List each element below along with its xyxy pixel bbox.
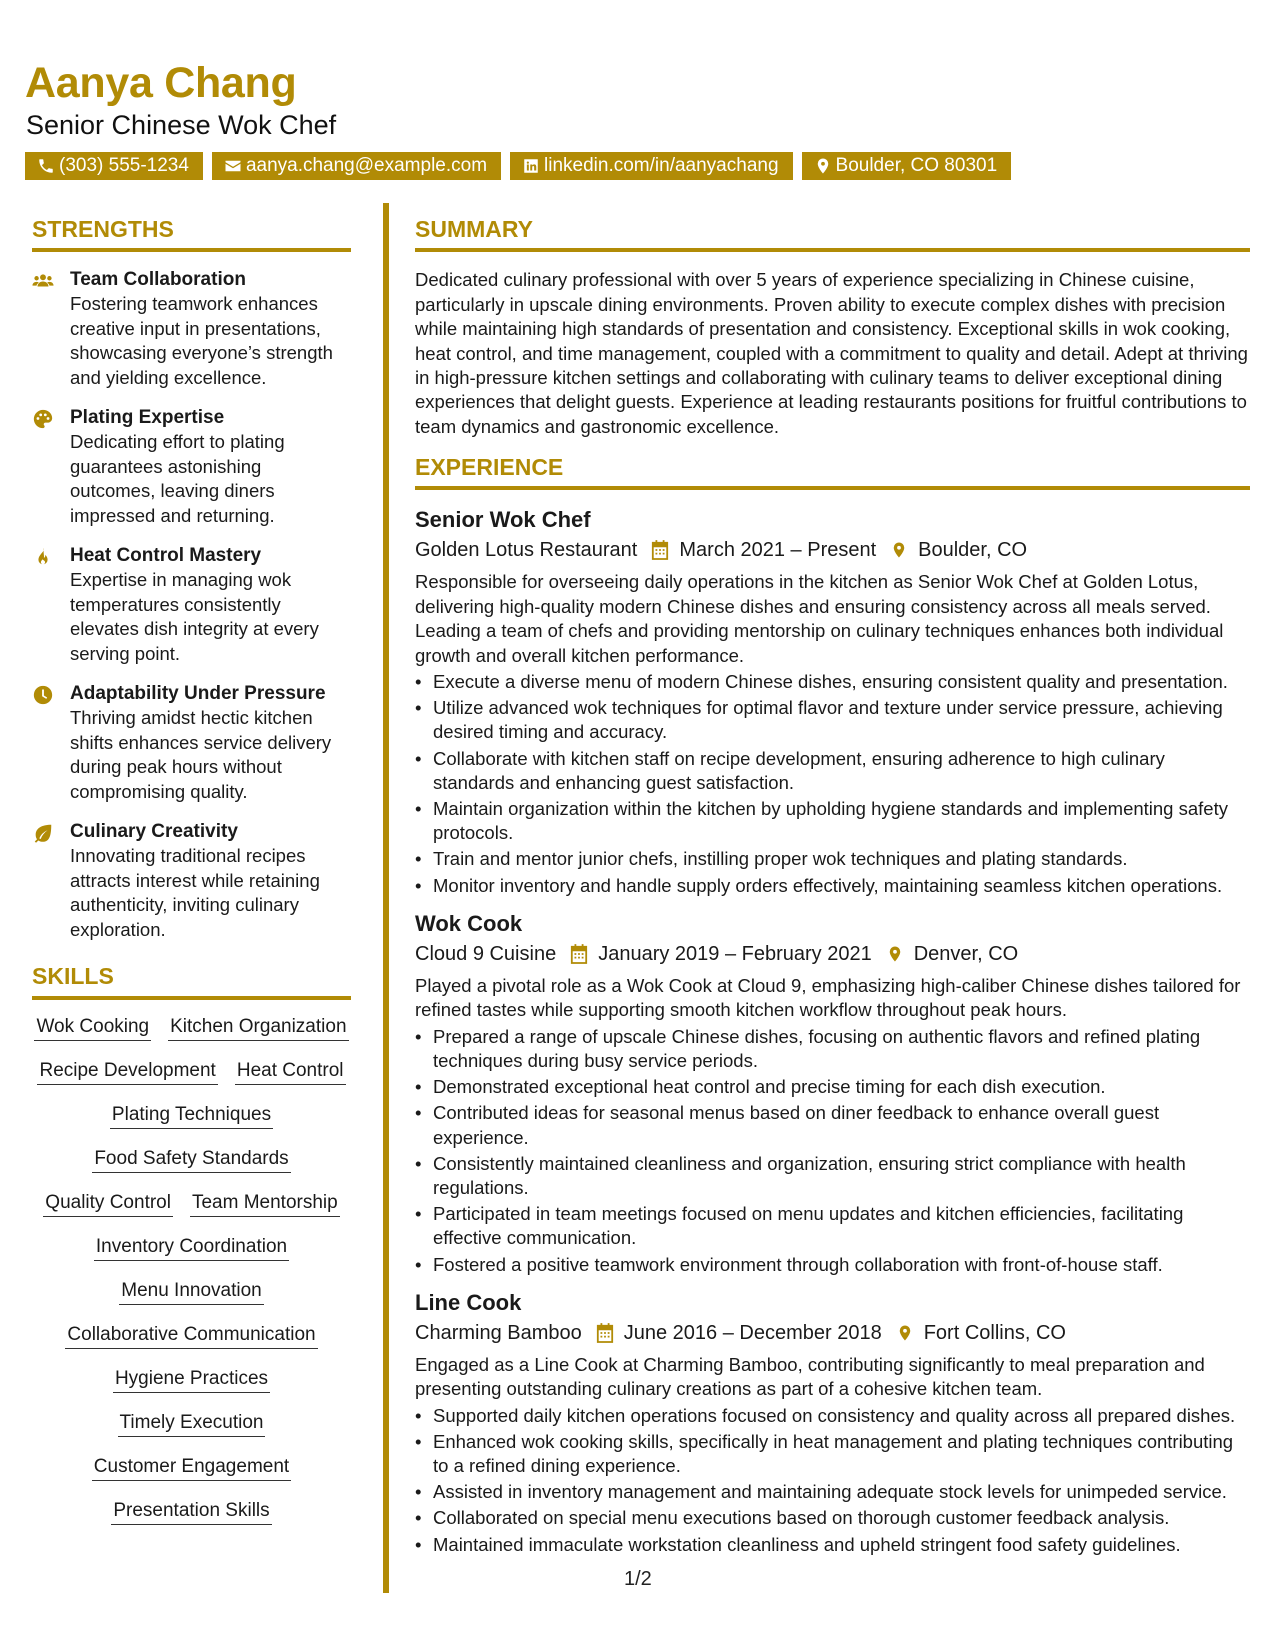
palette-icon xyxy=(32,408,54,430)
phone-text: (303) 555-1234 xyxy=(59,155,189,176)
job-bullet: • Monitor inventory and handle supply orders effectively, maintaining seamless kitchen operations. xyxy=(433,874,1250,898)
strength-item xyxy=(32,682,351,804)
clock-icon xyxy=(32,684,54,706)
strength-desc: Innovating traditional recipes attracts interest while retaining authenticity, inviting culinary exploration. xyxy=(70,845,320,940)
phone-chip[interactable] xyxy=(25,152,203,180)
skills-heading: SKILLS xyxy=(32,964,351,999)
strength-desc: Thriving amidst hectic kitchen shifts enhances service delivery during peak hours without compromising quality. xyxy=(70,707,332,802)
contact-bar xyxy=(25,152,1011,180)
map-pin-icon xyxy=(896,1323,914,1343)
skill-tag: Menu Innovation xyxy=(119,1280,264,1305)
candidate-title: Senior Chinese Wok Chef xyxy=(26,110,337,140)
strength-title: Heat Control Mastery xyxy=(70,545,262,567)
job-bullet: • Collaborate with kitchen staff on recipe development, ensuring adherence to high culinary standards and enhancing guest satisfaction. xyxy=(433,747,1250,795)
skill-tag: Kitchen Organization xyxy=(168,1016,348,1041)
job-bullet: • Maintained immaculate workstation cleanliness and upheld stringent food safety guidelines. xyxy=(433,1533,1250,1557)
job-bullet: • Contributed ideas for seasonal menus based on diner feedback to enhance overall guest experience. xyxy=(433,1101,1250,1149)
job-meta xyxy=(415,940,1250,968)
fire-icon xyxy=(32,546,54,568)
job-bullet: • Consistently maintained cleanliness and organization, ensuring strict compliance with health regulations. xyxy=(433,1152,1250,1200)
skill-tag: Timely Execution xyxy=(118,1412,266,1437)
strength-title: Team Collaboration xyxy=(70,269,246,291)
envelope-icon xyxy=(224,157,242,175)
job-entry xyxy=(415,506,1250,897)
job-title: Line Cook xyxy=(415,1289,522,1315)
job-location: Denver, CO xyxy=(913,942,1019,965)
job-bullet: • Fostered a positive teamwork environment through collaboration with front-of-house staff. xyxy=(433,1253,1250,1277)
skill-tag: Recipe Development xyxy=(37,1060,217,1085)
summary-text: Dedicated culinary professional with over 5 years of experience specializing in Chinese cuisine, particularly in upscale dining environments. Proven ability to execute complex dishes with precision while maintaining high standards of presentation and consistency. Exceptional skills in wok cooking, heat control, and time management, coupled with a commitment to quality and detail. Adept at thriving in high-pressure kitchen settings and collaborating with culinary teams to deliver exceptional dining experiences that delight guests. Experience at leading restaurants positions for fruitful contributions to team dynamics and gastronomic excellence. xyxy=(415,269,1248,437)
candidate-name: Aanya Chang xyxy=(25,59,297,107)
phone-icon xyxy=(37,157,55,175)
map-pin-icon xyxy=(890,540,908,560)
job-entry xyxy=(415,1289,1250,1557)
skill-tag: Customer Engagement xyxy=(92,1456,291,1481)
skills-list xyxy=(32,1016,351,1525)
job-dates: March 2021 – Present xyxy=(679,539,877,562)
job-bullets xyxy=(415,1404,1250,1557)
job-bullet: • Utilize advanced wok techniques for optimal flavor and texture under service pressure, achieving desired timing and accuracy. xyxy=(433,696,1250,744)
job-entry xyxy=(415,910,1250,1277)
location-text: Boulder, CO 80301 xyxy=(835,155,998,176)
right-column xyxy=(415,217,1250,1569)
job-bullet: • Supported daily kitchen operations focused on consistency and quality across all prepared dishes. xyxy=(433,1404,1250,1428)
calendar-icon xyxy=(596,1323,614,1343)
strengths-heading: STRENGTHS xyxy=(32,217,351,252)
skill-tag: Presentation Skills xyxy=(111,1500,271,1525)
job-location: Fort Collins, CO xyxy=(923,1321,1066,1344)
skill-tag: Hygiene Practices xyxy=(113,1368,270,1393)
job-meta xyxy=(415,1319,1250,1347)
job-bullet: • Participated in team meetings focused on menu updates and kitchen efficiencies, facilitating effective communication. xyxy=(433,1202,1250,1250)
email-text: aanya.chang@example.com xyxy=(245,155,488,176)
leaf-icon xyxy=(32,822,54,844)
job-bullet: • Demonstrated exceptional heat control and precise timing for each dish execution. xyxy=(433,1075,1250,1099)
job-bullet: • Enhanced wok cooking skills, specifically in heat management and plating techniques contributing to a refined dining experience. xyxy=(433,1430,1250,1478)
job-dates: January 2019 – February 2021 xyxy=(598,942,872,965)
calendar-icon xyxy=(570,944,588,964)
strength-item xyxy=(32,406,351,528)
skill-tag: Food Safety Standards xyxy=(92,1148,290,1173)
skill-tag: Plating Techniques xyxy=(110,1104,273,1129)
job-description: Engaged as a Line Cook at Charming Bamboo, contributing significantly to meal preparation and presenting outstanding culinary creations as part of a cohesive kitchen team. xyxy=(415,1353,1205,1400)
skill-tag: Collaborative Communication xyxy=(65,1324,317,1349)
summary-heading: SUMMARY xyxy=(415,217,1250,252)
job-company: Cloud 9 Cuisine xyxy=(415,942,557,965)
strength-item xyxy=(32,268,351,390)
skill-tag: Quality Control xyxy=(43,1192,173,1217)
strength-desc: Dedicating effort to plating guarantees astonishing outcomes, leaving diners impressed and returning. xyxy=(70,431,285,526)
job-company: Golden Lotus Restaurant xyxy=(415,539,638,562)
calendar-icon xyxy=(651,540,669,560)
job-bullet: • Collaborated on special menu executions based on thorough customer feedback analysis. xyxy=(433,1506,1250,1530)
job-bullet: • Prepared a range of upscale Chinese dishes, focusing on authentic flavors and refined plating techniques during busy service periods. xyxy=(433,1025,1250,1073)
job-bullet: • Maintain organization within the kitchen by upholding hygiene standards and implementing safety protocols. xyxy=(433,797,1250,845)
job-location: Boulder, CO xyxy=(918,539,1028,562)
linkedin-icon xyxy=(522,157,540,175)
skill-tag: Wok Cooking xyxy=(34,1016,151,1041)
location-chip[interactable] xyxy=(802,152,1012,180)
page-number: 1/2 xyxy=(624,1568,652,1590)
job-description: Played a pivotal role as a Wok Cook at Cloud 9, emphasizing high-caliber Chinese dishes tailored for refined tastes while supporting smooth kitchen workflow throughout peak hours. xyxy=(415,974,1241,1021)
strength-item xyxy=(32,544,351,666)
job-company: Charming Bamboo xyxy=(415,1321,582,1344)
job-meta xyxy=(415,536,1250,564)
strength-title: Plating Expertise xyxy=(70,407,225,429)
strength-item xyxy=(32,820,351,942)
linkedin-chip[interactable] xyxy=(510,152,793,180)
skill-tag: Heat Control xyxy=(235,1060,346,1085)
strength-title: Adaptability Under Pressure xyxy=(70,683,326,705)
left-column xyxy=(32,217,351,1525)
job-bullets xyxy=(415,670,1250,898)
experience-heading: EXPERIENCE xyxy=(415,455,1250,490)
linkedin-text: linkedin.com/in/aanyachang xyxy=(544,155,779,176)
job-bullet: • Assisted in inventory management and maintaining adequate stock levels for unimpeded service. xyxy=(433,1480,1250,1504)
job-dates: June 2016 – December 2018 xyxy=(623,1321,882,1344)
job-bullets xyxy=(415,1025,1250,1277)
strength-desc: Fostering teamwork enhances creative input in presentations, showcasing everyone’s strength and yielding excellence. xyxy=(70,293,333,388)
skill-tag: Team Mentorship xyxy=(190,1192,340,1217)
strength-desc: Expertise in managing wok temperatures consistently elevates dish integrity at every serving point. xyxy=(70,569,319,664)
map-pin-icon xyxy=(886,944,904,964)
strength-title: Culinary Creativity xyxy=(70,821,238,843)
job-title: Senior Wok Chef xyxy=(415,507,591,533)
map-pin-icon xyxy=(814,157,832,175)
column-divider xyxy=(383,203,389,1593)
job-bullet: • Train and mentor junior chefs, instilling proper wok techniques and plating standards. xyxy=(433,847,1250,871)
job-bullet: • Execute a diverse menu of modern Chinese dishes, ensuring consistent quality and presentation. xyxy=(433,670,1250,694)
job-title: Wok Cook xyxy=(415,910,523,936)
email-chip[interactable] xyxy=(212,152,501,180)
users-icon xyxy=(32,270,54,292)
job-description: Responsible for overseeing daily operations in the kitchen as Senior Wok Chef at Golden Lotus, delivering high-quality modern Chinese dishes and ensuring consistency across all meals served. Leading a team of chefs and providing mentorship on culinary techniques enhances both individual growth and overall kitchen performance. xyxy=(415,571,1224,666)
skill-tag: Inventory Coordination xyxy=(94,1236,289,1261)
